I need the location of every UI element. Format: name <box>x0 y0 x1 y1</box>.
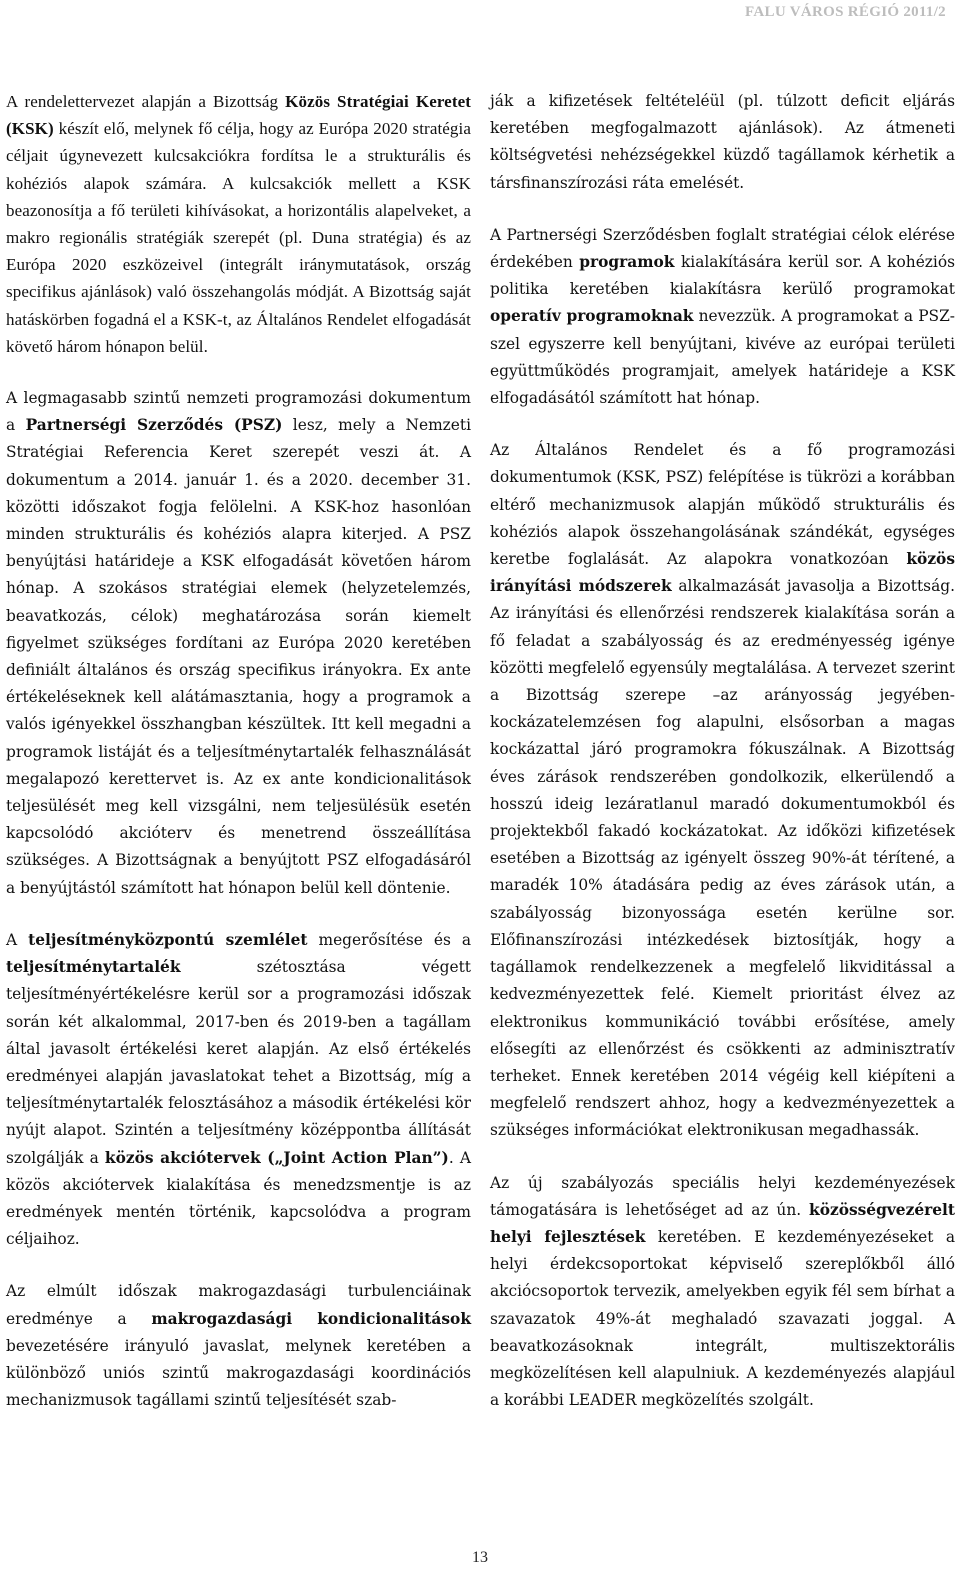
text-run: keretében. E kezdeményezéseket a helyi érdekcsoportokat képviselő szereplőkből álló akciócsoportok tervezik, amelyekben egyik fél sem bírhat a szavazatok 49%-át meghaladó szavazati joggal. A beavatkozásoknak integrált, multiszektorális megközelítésen kell alapulniuk. A kezdeményezés alapjául a korábbi LEADER megközelítés szolgált. <box>490 1227 955 1410</box>
bold-term: programok <box>579 253 675 272</box>
text-run: A legmagasabb szintű nemzeti programozási dokumentum a <box>6 389 471 435</box>
bold-term: teljesítménytartalék <box>6 958 181 977</box>
text-run: A Partnerségi Szerződésben foglalt stratégiai célok elérése érdekében <box>490 225 955 272</box>
left-column <box>6 88 471 1439</box>
bold-term: makrogazdasági kondicionalitások <box>151 1309 471 1328</box>
text-run: bevezetésére irányuló javaslat, melynek keretében a különböző uniós szintű makrogazdasági koordinációs mechanizmusok tagállami szintű teljesítését szab- <box>6 1336 471 1410</box>
text-run: A rendelettervezet alapján a Bizottság <box>6 92 286 111</box>
text-run: alkalmazását javasolja a Bizottság. Az irányítási és ellenőrzési rendszerek kialakítása során a fő feladat a szabályosság és az eredményesség igénye közötti megfelelő egyensúly megtalálása. A tervezet szerint a Bizottság szerepe –az arányosság jegyében- kockázatelemzésen fog alapulni, elsősorban a magas kockázattal járó programokra fókuszálnak. A Bizottság éves zárások rendszerében gondolkozik, elkerülendő a hosszú ideig lezáratlanul maradó dokumentumokból és projektekből fakadó kockázatokat. Az időközi kifizetések esetében a Bizottság az igényelt összeg 90%-át térítené, a maradék 10% átadására pedig az éves zárások után, a szabályosság bizonyossága esetén kerülne sor. Előfinanszírozási intézkedések biztosítják, hogy a tagállamok rendelkezzenek a megfelelő likviditással a kedvezményezettek felé. Kiemelt prioritást élvez az elektronikus kommunikáció további erősítése, amely elősegíti az ellenőrzést és csökkenti az adminisztratív terheket. Ennek keretében 2014 végéig kell kiépíteni a megfelelő rendszert ahhoz, hogy a kedvezményezettek a szükséges információkat elektronikusan megadhassák. <box>490 577 955 1140</box>
text-run: Az elmúlt időszak makrogazdasági turbulenciáinak eredménye a <box>6 1282 471 1328</box>
page-number: 13 <box>472 1549 488 1566</box>
bold-term: közös akciótervek („Joint Action Plan”) <box>104 1148 449 1167</box>
text-run: kialakítására kerül sor. A kohéziós politika keretében kialakításra kerülő programokat <box>490 253 955 299</box>
bold-term: Partnerségi Szerződés (PSZ) <box>25 416 283 435</box>
bold-term: Közös Stratégiai Keretet (KSK) <box>6 92 471 139</box>
text-run: készít elő, melynek fő célja, hogy az Európa 2020 stratégia céljait úgynevezett kulcsakciókra fordítsa le a strukturális és kohéziós alapok számára. A kulcsakciók mellett a KSK beazonosítja a fő területi kihívásokat, a horizontális alapelveket, a makro regionális stratégiák szerepét (pl. Duna stratégia) és az Európa 2020 eszközeivel (integrált iránymutatások, ország specifikus ajánlások) való összehangolás módját. A Bizottság saját hatáskörben fogadná el a KSK-t, az Általános Rendelet elfogadását követő három hónapon belül. <box>6 119 471 356</box>
text-run: ják a kifizetések feltételéül (pl. túlzott deficit eljárás keretében megfogalmazott ajánlások). Az átmeneti költségvetési nehézségekkel küzdő tagállamok kérhetik a társfinanszírozási ráta emelését. <box>490 92 955 192</box>
text-run: Az Általános Rendelet és a fő programozási dokumentumok (KSK, PSZ) felépítése is tükrözi a korábban eltérő mechanizmusok alapján működő strukturális és kohéziós alapok összehangolásának szándékát, egységes keretbe foglalását. Az alapokra vonatkozóan <box>490 441 955 569</box>
text-run: szétosztása végett teljesítményértékelésre kerül sor a programozási időszak során két alkalommal, 2017-ben és 2019-ben a tagállam által javasolt értékelési keret alapján. Az első értékelés eredményei alapján javaslatokat tehet a Bizottság, míg a teljesítménytartalék felosztásához a második értékelési kör nyújt alapot. Szintén a teljesítmény középpontba állítását szolgálják a <box>6 958 471 1167</box>
running-title: FALU VÁROS RÉGIÓ 2011/2 <box>745 4 946 20</box>
text-run: Az új szabályozás speciális helyi kezdeményezések támogatására is lehetőséget ad az ún. <box>490 1173 955 1219</box>
text-run: A <box>6 930 29 949</box>
paragraph <box>490 1170 955 1415</box>
paragraph <box>6 927 471 1253</box>
paragraph <box>490 222 955 412</box>
text-run: nevezzük. A programokat a PSZ-szel egyszerre kell benyújtani, kivéve az európai területi együttműködés programjait, amelyek határideje a KSK elfogadásától számított hat hónap. <box>490 307 955 408</box>
paragraph <box>6 1278 471 1414</box>
bold-term: közösségvezérelt helyi fejlesztések <box>490 1200 955 1246</box>
text-run: megerősítése és a <box>307 930 471 949</box>
text-run: . A közös akciótervek kialakítása és menedzsmentje is az eredmények mentén történik, kapcsolódva a program céljaihoz. <box>6 1148 471 1249</box>
paragraph <box>6 385 471 902</box>
bold-term: operatív programoknak <box>490 307 694 326</box>
right-column <box>490 88 955 1439</box>
paragraph <box>490 88 955 197</box>
text-run: lesz, mely a Nemzeti Stratégiai Referencia Keret szerepét veszi át. A dokumentum a 2014. január 1. és a 2020. december 31. közötti időszakot fogja felölelni. A KSK-hoz hasonlóan minden strukturális és kohéziós alapra kiterjed. A PSZ benyújtási határideje a KSK elfogadását követően három hónap. A szokásos stratégiai elemek (helyzetelemzés, beavatkozás, célok) meghatározása során kiemelt figyelmet szükséges fordítani az Európa 2020 keretében definiált általános és ország specifikus irányokra. Ex ante értékeléseknek kell alátámasztania, hogy a programok a valós igényekkel összhangban készültek. Itt kell megadni a programok listáját és a teljesítménytartalék felhasználását megalapozó kerettervet is. Az ex ante kondicionalitások teljesülését meg kell vizsgálni, nem teljesülésük esetén kapcsolódó akcióterv és menetrend összeállítása szükséges. A Bizottságnak a benyújtott PSZ elfogadásáról a benyújtástól számított hat hónapon belül kell döntenie. <box>6 416 471 897</box>
bold-term: teljesítményközpontú szemlélet <box>28 930 308 949</box>
paragraph <box>490 437 955 1144</box>
paragraph <box>6 88 471 360</box>
bold-term: közös irányítási módszerek <box>490 550 955 596</box>
